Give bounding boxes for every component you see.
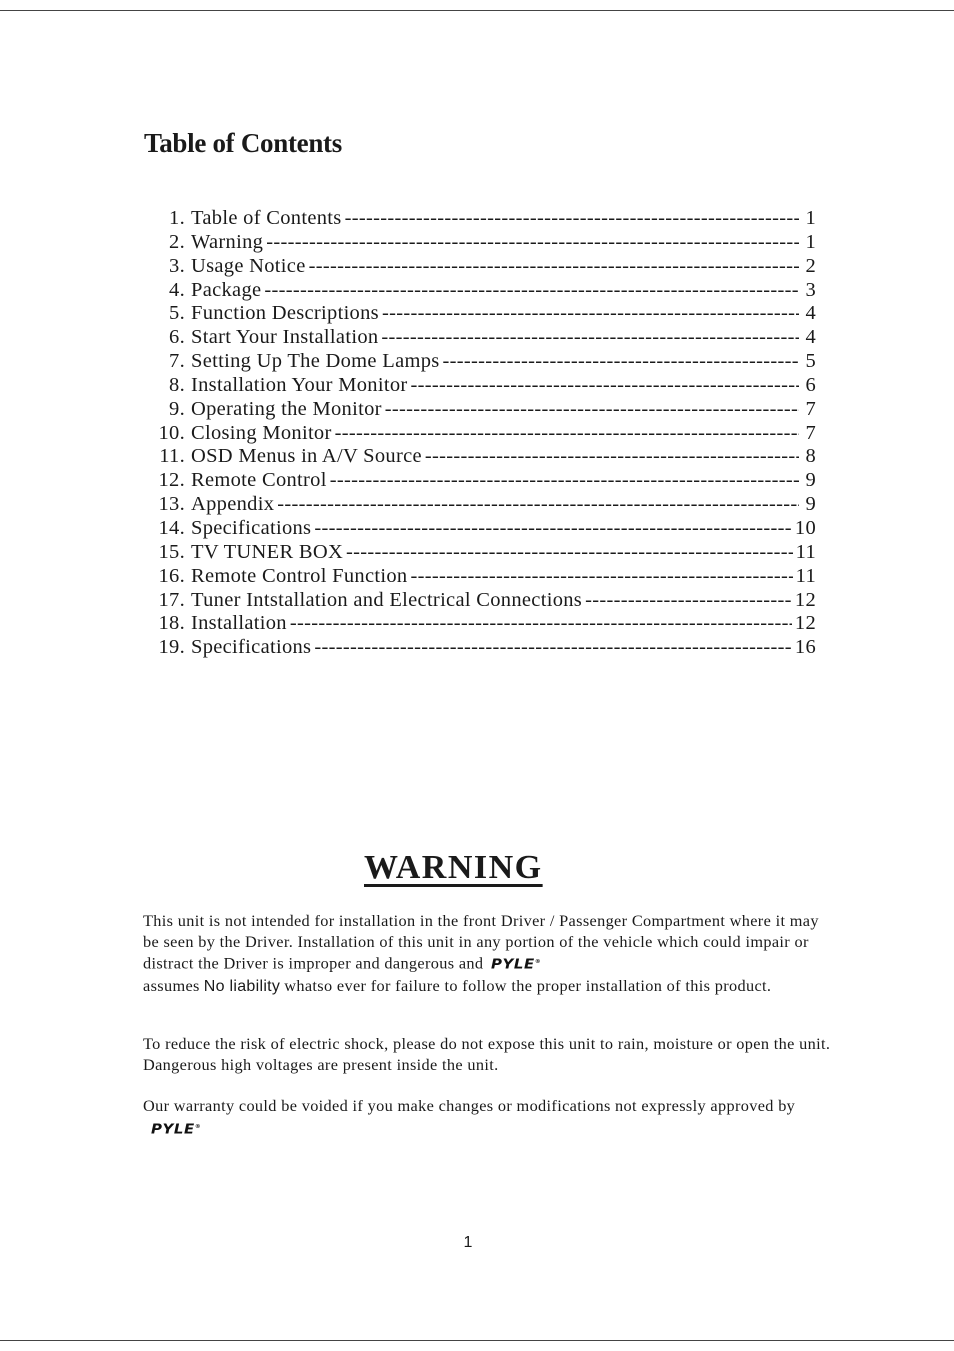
warning-paragraph-liability	[143, 911, 833, 998]
toc-entry-label: Operating the Monitor	[191, 397, 382, 420]
toc-entry-leader	[314, 636, 792, 659]
toc-entry-label: OSD Menus in A/V Source	[191, 445, 422, 468]
toc-entry	[150, 255, 816, 279]
toc-entry-number: 16.	[158, 564, 185, 587]
toc-entry-number: 6.	[169, 326, 185, 349]
toc-entry-page: 2	[805, 254, 816, 277]
toc-entry-leader	[264, 279, 799, 302]
toc-entry-number: 12.	[158, 469, 185, 492]
toc-entry-label: Start Your Installation	[191, 326, 379, 349]
toc-entry	[150, 636, 816, 660]
toc-entry-leader	[425, 445, 799, 468]
toc-entry-leader	[585, 589, 792, 612]
toc-entry-label: Warning	[191, 230, 264, 253]
toc-entry-label: Usage Notice	[191, 254, 306, 277]
toc-entry	[150, 302, 816, 326]
toc-entry-number: 7.	[169, 350, 185, 373]
toc-entry-leader	[290, 612, 792, 635]
assumes-text: assumes	[143, 976, 200, 996]
toc-entry-leader	[335, 422, 799, 445]
toc-entry-number: 3.	[169, 254, 185, 277]
toc-entry-label: Appendix	[191, 493, 275, 516]
toc-entry	[150, 612, 816, 636]
toc-entry-leader	[277, 493, 799, 516]
warning-paragraph-shock	[143, 1034, 833, 1075]
toc-entry-number: 10.	[158, 421, 185, 444]
toc-entry-leader	[443, 350, 799, 373]
toc-entry-number: 19.	[158, 636, 185, 659]
toc-entry	[150, 469, 816, 493]
toc-entry-leader	[314, 517, 792, 540]
toc-entry-page: 11	[795, 564, 816, 587]
toc-entry-label: Specifications	[191, 636, 312, 659]
toc-entry-page: 8	[805, 445, 816, 468]
toc-entry-page: 16	[794, 636, 816, 659]
toc-entry	[150, 374, 816, 398]
toc-entry-number: 18.	[158, 612, 185, 635]
toc-entry-number: 1.	[169, 207, 185, 229]
page-number: 1	[463, 1234, 473, 1251]
toc-entry	[150, 517, 816, 541]
toc-entry-label: Specifications	[191, 516, 312, 539]
toc-entry-label: Remote Control Function	[191, 564, 408, 587]
toc-entry	[150, 207, 816, 231]
toc-entry-label: Installation Your Monitor	[191, 373, 408, 396]
toc-entry-label: Function Descriptions	[191, 302, 379, 325]
toc-entry-label: Setting Up The Dome Lamps	[191, 350, 440, 373]
toc-entry	[150, 493, 816, 517]
toc-entry-label: TV TUNER BOX	[191, 540, 344, 563]
toc-entry-number: 2.	[169, 230, 185, 253]
toc-entry-leader	[346, 541, 793, 564]
toc-entry-number: 5.	[169, 302, 185, 325]
toc-entry-number: 17.	[158, 588, 185, 611]
pyle-logo-text: PYLE	[151, 1121, 195, 1137]
toc-entry-page: 1	[805, 207, 816, 229]
toc-entry	[150, 422, 816, 446]
toc-entry	[150, 279, 816, 303]
warranty-text: Our warranty could be voided if you make changes or modifications not expressly approved by	[143, 1096, 796, 1115]
pyle-logo: PYLE®	[491, 957, 542, 973]
toc-entry-leader	[309, 255, 799, 278]
toc-entry-page: 9	[805, 493, 816, 516]
toc-entry-number: 14.	[158, 516, 185, 539]
liability-text: This unit is not intended for installation in the front Driver / Passenger Compartment where it may be seen by the Driver. Installation of this unit in any portion of the vehicle which could impair or distract the Driver is improper and dangerous and	[143, 911, 819, 973]
toc-entry-label: Remote Control	[191, 469, 327, 492]
no-liability-text: No liability	[203, 978, 281, 996]
toc-entry-page: 5	[805, 350, 816, 373]
toc-entry-leader	[345, 207, 799, 230]
toc-entry-number: 11.	[159, 445, 185, 468]
toc-entry	[150, 398, 816, 422]
toc-entry-page: 7	[805, 397, 816, 420]
pyle-logo-text: PYLE	[491, 957, 536, 973]
warning-paragraph-warranty	[143, 1096, 833, 1141]
toc-entry-page: 7	[805, 421, 816, 444]
toc-entry-page: 12	[794, 612, 816, 635]
toc-entry	[150, 445, 816, 469]
toc-entry	[150, 541, 816, 565]
toc-entry	[150, 231, 816, 255]
toc-entry-leader	[385, 398, 799, 421]
toc-entry-label: Tuner Intstallation and Electrical Connections	[191, 588, 583, 611]
toc-entry	[150, 565, 816, 589]
toc-entry	[150, 326, 816, 350]
toc-entry-page: 9	[805, 469, 816, 492]
toc-entry	[150, 350, 816, 374]
toc-entry-page: 4	[805, 302, 816, 325]
toc-entry-label: Installation	[191, 612, 287, 635]
toc-entry-page: 3	[805, 278, 816, 301]
toc-entry-leader	[330, 469, 799, 492]
toc-entry-leader	[381, 326, 799, 349]
shock-text: To reduce the risk of electric shock, please do not expose this unit to rain, moisture or open the unit. Dangerous high voltages are present inside the unit.	[143, 1034, 831, 1074]
toc-entry-number: 8.	[169, 373, 185, 396]
pyle-logo: PYLE®	[151, 1121, 202, 1137]
toc-entry-page: 10	[794, 516, 816, 539]
toc-title: Table of Contents	[144, 128, 342, 158]
toc-entry	[150, 589, 816, 613]
toc-entry-leader	[411, 374, 800, 397]
toc-entry-label: Table of Contents	[191, 207, 342, 229]
toc-entry-leader	[266, 231, 799, 254]
top-rule	[0, 10, 954, 11]
toc-entry-label: Package	[191, 278, 262, 301]
toc-entry-number: 13.	[158, 493, 185, 516]
liability-rest-text: whatso ever for failure to follow the proper installation of this product.	[284, 976, 772, 996]
toc-entry-label: Closing Monitor	[191, 421, 332, 444]
toc-entry-leader	[410, 565, 792, 588]
toc-entry-page: 11	[795, 540, 816, 563]
warning-heading: WARNING	[364, 849, 543, 886]
toc-list	[150, 207, 816, 660]
toc-entry-page: 12	[794, 588, 816, 611]
toc-entry-number: 15.	[158, 540, 185, 563]
toc-entry-number: 9.	[169, 397, 185, 420]
toc-entry-page: 4	[805, 326, 816, 349]
toc-entry-page: 6	[805, 373, 816, 396]
toc-entry-number: 4.	[169, 278, 185, 301]
toc-entry-page: 1	[805, 230, 816, 253]
toc-entry-leader	[382, 302, 799, 325]
bottom-rule	[0, 1340, 954, 1341]
